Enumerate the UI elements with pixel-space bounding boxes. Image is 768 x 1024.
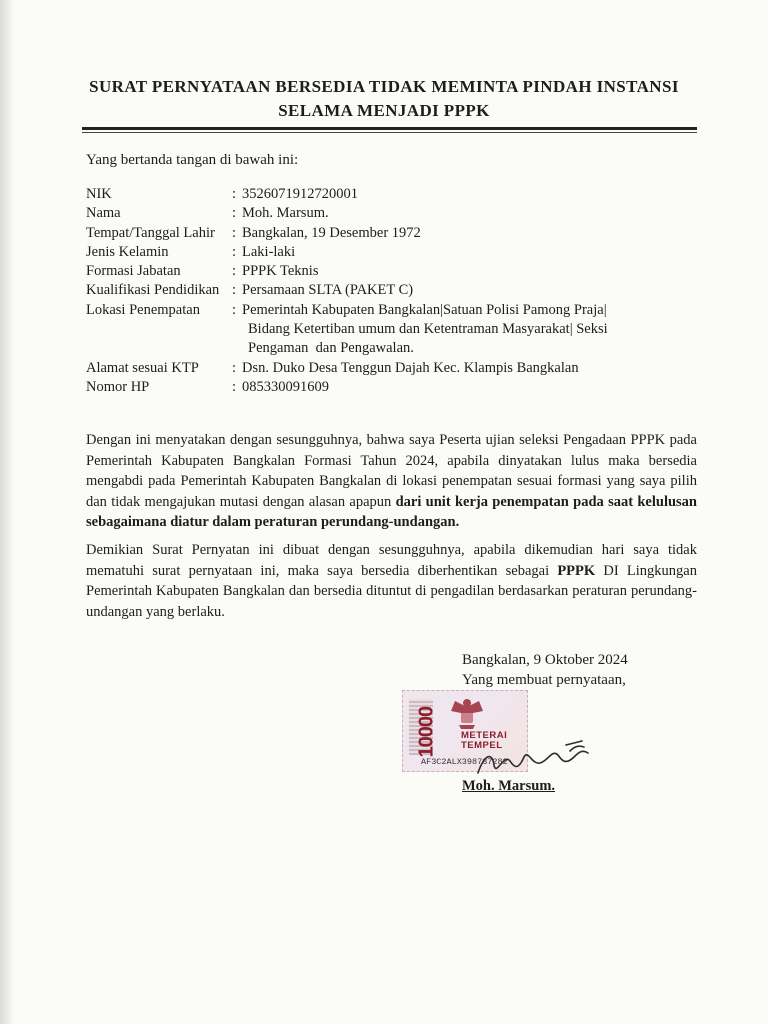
closing-paragraph	[86, 540, 697, 622]
identity-row-alamat	[86, 359, 672, 378]
colon: :	[232, 378, 237, 395]
handwritten-signature	[470, 735, 600, 780]
identity-label: Nama	[86, 205, 121, 222]
identity-label: Kualifikasi Pendidikan	[86, 282, 220, 299]
identity-value: Dsn. Duko Desa Tenggun Dajah Kec. Klampis Bangkalan	[242, 359, 579, 376]
identity-row-nik	[86, 185, 672, 204]
identity-row-gender	[86, 243, 672, 262]
colon: :	[232, 224, 237, 241]
lokasi-line1: Pemerintah Kabupaten Bangkalan|Satuan Polisi Pamong Praja|	[242, 301, 607, 318]
identity-row-ttl	[86, 224, 672, 243]
page-edge-shadow	[0, 0, 14, 1024]
statement-paragraph	[86, 430, 697, 533]
intro-text: Yang bertanda tangan di bawah ini:	[86, 152, 299, 168]
colon: :	[232, 282, 237, 299]
identity-table	[86, 185, 672, 397]
identity-row-hp	[86, 378, 672, 397]
colon: :	[232, 301, 237, 318]
document-title-line2: SELAMA MENJADI PPPK	[278, 101, 490, 120]
identity-value: Laki-laki	[242, 243, 296, 260]
identity-label: NIK	[86, 186, 112, 202]
statement-bold-text: dari unit kerja penempatan pada saat kelulusan sebagaimana diatur dalam peraturan perundang-undangan.	[86, 493, 697, 531]
closing-text-a: Demikian Surat Pernyatan ini dibuat dengan sesungguhnya, apabila dikemudian hari saya tidak mematuhi surat pernyataan ini, maka saya bersedia diberhentikan sebagai	[86, 542, 697, 579]
meterai-value: 10000	[415, 706, 438, 758]
signer-name: Moh. Marsum.	[462, 778, 556, 794]
closing-text-b: DI Lingkungan Pemerintah Kabupaten Bangkalan dan bersedia dituntut di pengadilan berdasarkan peraturan perundang-undangan yang berlaku.	[86, 562, 697, 620]
identity-row-lokasi	[86, 301, 672, 359]
title-rule-thin	[82, 132, 697, 133]
closing-bold-text: PPPK	[557, 562, 596, 579]
identity-value: 3526071912720001	[242, 186, 358, 202]
identity-row-pendidikan	[86, 281, 672, 300]
identity-value: Persamaan SLTA (PAKET C)	[242, 282, 414, 299]
identity-label: Formasi Jabatan	[86, 263, 181, 280]
meterai-serial: AF3C2ALX398737282	[421, 757, 508, 767]
signature-role: Yang membuat pernyataan,	[462, 672, 626, 688]
identity-value: PPPK Teknis	[242, 263, 319, 280]
identity-label: Alamat sesuai KTP	[86, 359, 199, 376]
identity-label: Lokasi Penempatan	[86, 301, 200, 318]
lokasi-line2: Bidang Ketertiban umum dan Ketentraman Masyarakat| Seksi	[248, 321, 608, 338]
statement-text: Dengan ini menyatakan dengan sesungguhnya, bahwa saya Peserta ujian seleksi Pengadaan PPPK pada Pemerintah Kabupaten Bangkalan Formasi Tahun 2024, apabila dinyatakan lulus maka bersedia mengabdi pada Pemerintah Kabupaten Bangkalan di lokasi penempatan sesuai formasi yang saya pilih dan tidak mengajukan mutasi dengan alasan apapun	[86, 432, 697, 510]
identity-value	[242, 301, 672, 359]
identity-label: Nomor HP	[86, 378, 150, 395]
title-rule-thick	[82, 127, 697, 130]
identity-row-formasi	[86, 262, 672, 281]
document-title-line1: SURAT PERNYATAAN BERSEDIA TIDAK MEMINTA PINDAH INSTANSI	[89, 77, 679, 96]
identity-label: Tempat/Tanggal Lahir	[86, 224, 215, 241]
identity-value: Moh. Marsum.	[242, 205, 329, 222]
colon: :	[232, 205, 237, 222]
colon: :	[232, 186, 237, 202]
colon: :	[232, 263, 237, 280]
signature-place-date: Bangkalan, 9 Oktober 2024	[462, 652, 628, 668]
colon: :	[232, 243, 237, 260]
garuda-emblem-icon	[447, 697, 487, 731]
identity-value: Bangkalan, 19 Desember 1972	[242, 224, 421, 241]
identity-label: Jenis Kelamin	[86, 243, 169, 260]
meterai-label-line2: TEMPEL	[461, 740, 503, 751]
meterai-label-line1: METERAI	[461, 730, 508, 741]
identity-value: 085330091609	[242, 378, 329, 395]
identity-row-nama	[86, 204, 672, 223]
lokasi-line3: Pengaman dan Pengawalan.	[248, 340, 414, 357]
colon: :	[232, 359, 237, 376]
